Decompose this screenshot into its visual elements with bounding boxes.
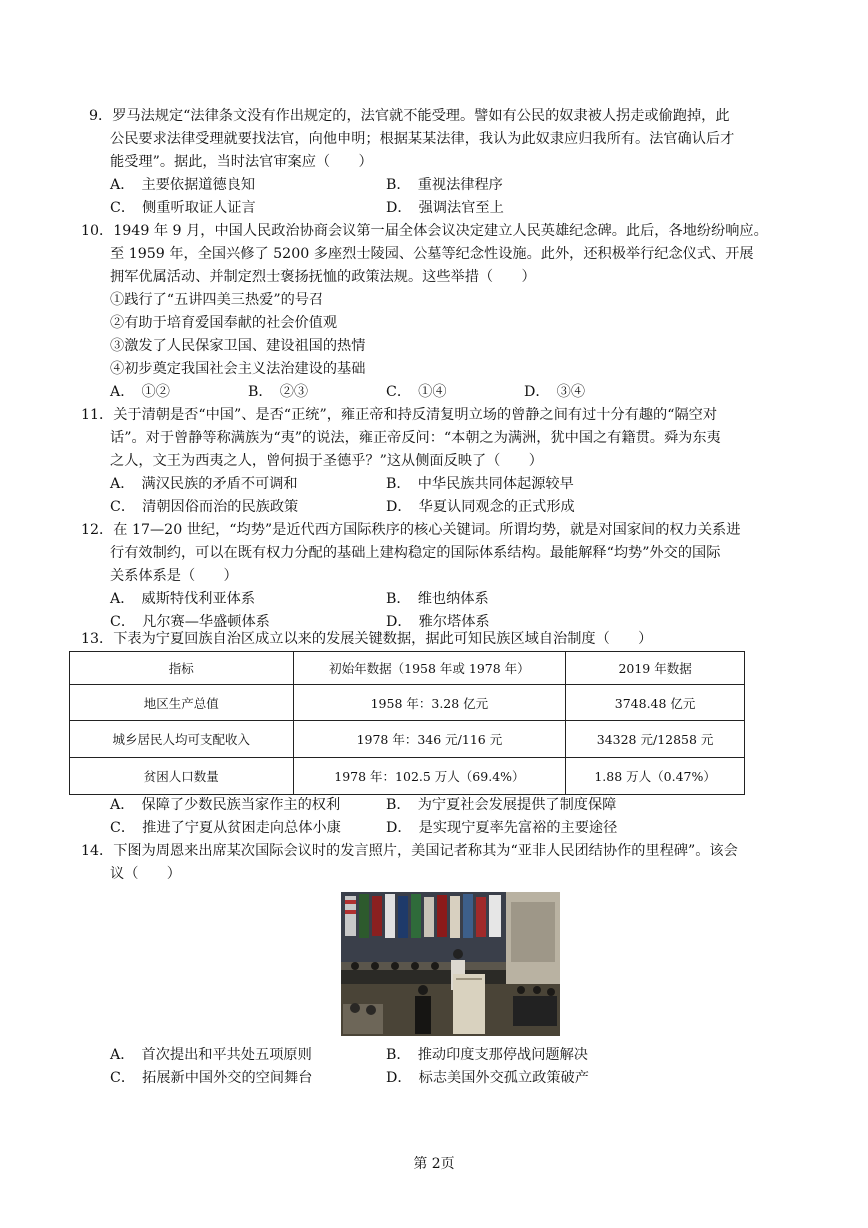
table-cell: 1978 年：102.5 万人（69.4%） <box>293 758 566 795</box>
q12-line-2: 行有效制约，可以在既有权力分配的基础上建构稳定的国际体系结构。最能解释“均势”外交的国际 <box>110 545 721 561</box>
table-header-row <box>70 652 745 685</box>
q10-statement-2: ②有助于培育爱国奉献的社会价值观 <box>110 315 338 331</box>
q12-option-b: B． 维也纳体系 <box>386 591 489 607</box>
q10-statement-3: ③激发了人民保家卫国、建设祖国的热情 <box>110 338 366 354</box>
q11-option-c: C． 清朝因俗而治的民族政策 <box>110 499 299 515</box>
q10-option-c: C． ①④ <box>386 384 447 400</box>
q9-line-3: 能受理”。据此，当时法官审案应（ ） <box>110 154 373 170</box>
table-cell: 1958 年：3.28 亿元 <box>293 685 566 721</box>
q9-option-b: B． 重视法律程序 <box>386 177 503 193</box>
q14-option-d: D． 标志美国外交孤立政策破产 <box>386 1070 589 1086</box>
table-header-cell: 2019 年数据 <box>566 652 745 685</box>
q11-line-1: 11．关于清朝是否“中国”、是否“正统”，雍正帝和持反清复明立场的曾静之间有过十分有趣的“隔空对 <box>81 407 718 423</box>
q10-line-2: 至 1959 年，全国兴修了 5200 多座烈士陵园、公墓等纪念性设施。此外，还积极举行纪念仪式、开展 <box>110 246 754 262</box>
q11-option-a: A． 满汉民族的矛盾不可调和 <box>110 476 298 492</box>
q12-option-a: A． 威斯特伐利亚体系 <box>110 591 256 607</box>
q9-option-d: D． 强调法官至上 <box>386 200 504 216</box>
table-header-cell: 指标 <box>70 652 294 685</box>
table-header-cell: 初始年数据（1958 年或 1978 年） <box>293 652 566 685</box>
q14-line-1: 14．下图为周恩来出席某次国际会议时的发言照片，美国记者称其为“亚非人民团结协作的里程碑”。该会 <box>81 843 738 859</box>
q12-option-c: C． 凡尔赛—华盛顿体系 <box>110 614 270 630</box>
table-cell: 城乡居民人均可支配收入 <box>70 721 294 758</box>
q11-line-2: 话”。对于曾静等称满族为“夷”的说法，雍正帝反问：“本朝之为满洲，犹中国之有籍贯。舜为东夷 <box>110 430 721 446</box>
q12-line-3: 关系体系是（ ） <box>110 568 238 584</box>
q10-line-3: 拥军优属活动、并制定烈士褒扬抚恤的政策法规。这些举措（ ） <box>110 269 536 285</box>
q10-statement-4: ④初步奠定我国社会主义法治建设的基础 <box>110 361 366 377</box>
q12-line-1: 12．在 17—20 世纪，“均势”是近代西方国际秩序的核心关键词。所谓均势，就是对国家间的权力关系进 <box>81 522 741 538</box>
q10-line-1: 10．1949 年 9 月，中国人民政治协商会议第一届全体会议决定建立人民英雄纪念碑。此后，各地纷纷响应。 <box>81 223 768 239</box>
table-cell: 1978 年：346 元/116 元 <box>293 721 566 758</box>
q14-option-c: C． 拓展新中国外交的空间舞台 <box>110 1070 313 1086</box>
table-cell: 1.88 万人（0.47%） <box>566 758 745 795</box>
q14-option-a: A． 首次提出和平共处五项原则 <box>110 1047 312 1063</box>
q11-line-3: 之人，文王为西夷之人，曾何损于圣德乎？”这从侧面反映了（ ） <box>110 453 543 469</box>
table-cell: 3748.48 亿元 <box>566 685 745 721</box>
q14-option-b: B． 推动印度支那停战问题解决 <box>386 1047 588 1063</box>
q13-line-1: 13．下表为宁夏回族自治区成立以来的发展关键数据，据此可知民族区域自治制度（ ） <box>81 631 653 647</box>
q10-option-a: A． ①② <box>110 384 170 400</box>
q9-line-1: 9．罗马法规定“法律条文没有作出规定的，法官就不能受理。譬如有公民的奴隶被人拐走或偷跑掉，此 <box>89 108 730 124</box>
table-cell: 地区生产总值 <box>70 685 294 721</box>
table-row <box>70 685 745 721</box>
q12-option-d: D． 雅尔塔体系 <box>386 614 490 630</box>
table-cell: 贫困人口数量 <box>70 758 294 795</box>
q9-option-a: A． 主要依据道德良知 <box>110 177 256 193</box>
q9-option-c: C． 侧重听取证人证言 <box>110 200 256 216</box>
q10-option-b: B． ②③ <box>248 384 309 400</box>
table-cell: 34328 元/12858 元 <box>566 721 745 758</box>
table-row <box>70 721 745 758</box>
q11-option-d: D． 华夏认同观念的正式形成 <box>386 499 575 515</box>
conference-photo <box>341 892 560 1036</box>
q9-line-2: 公民要求法律受理就要找法官，向他申明；根据某某法律，我认为此奴隶应归我所有。法官确认后才 <box>110 131 735 147</box>
q13-option-c: C． 推进了宁夏从贫困走向总体小康 <box>110 820 341 836</box>
q14-line-2: 议（ ） <box>110 866 181 882</box>
q13-option-d: D． 是实现宁夏率先富裕的主要途径 <box>386 820 618 836</box>
q13-option-a: A． 保障了少数民族当家作主的权利 <box>110 797 341 813</box>
ningxia-data-table <box>69 651 745 795</box>
q10-option-d: D． ③④ <box>524 384 586 400</box>
q10-statement-1: ①践行了“五讲四美三热爱”的号召 <box>110 292 324 308</box>
q11-option-b: B． 中华民族共同体起源较早 <box>386 476 574 492</box>
table-row <box>70 758 745 795</box>
page-number: 第 2页 <box>413 1156 455 1172</box>
q13-option-b: B． 为宁夏社会发展提供了制度保障 <box>386 797 617 813</box>
